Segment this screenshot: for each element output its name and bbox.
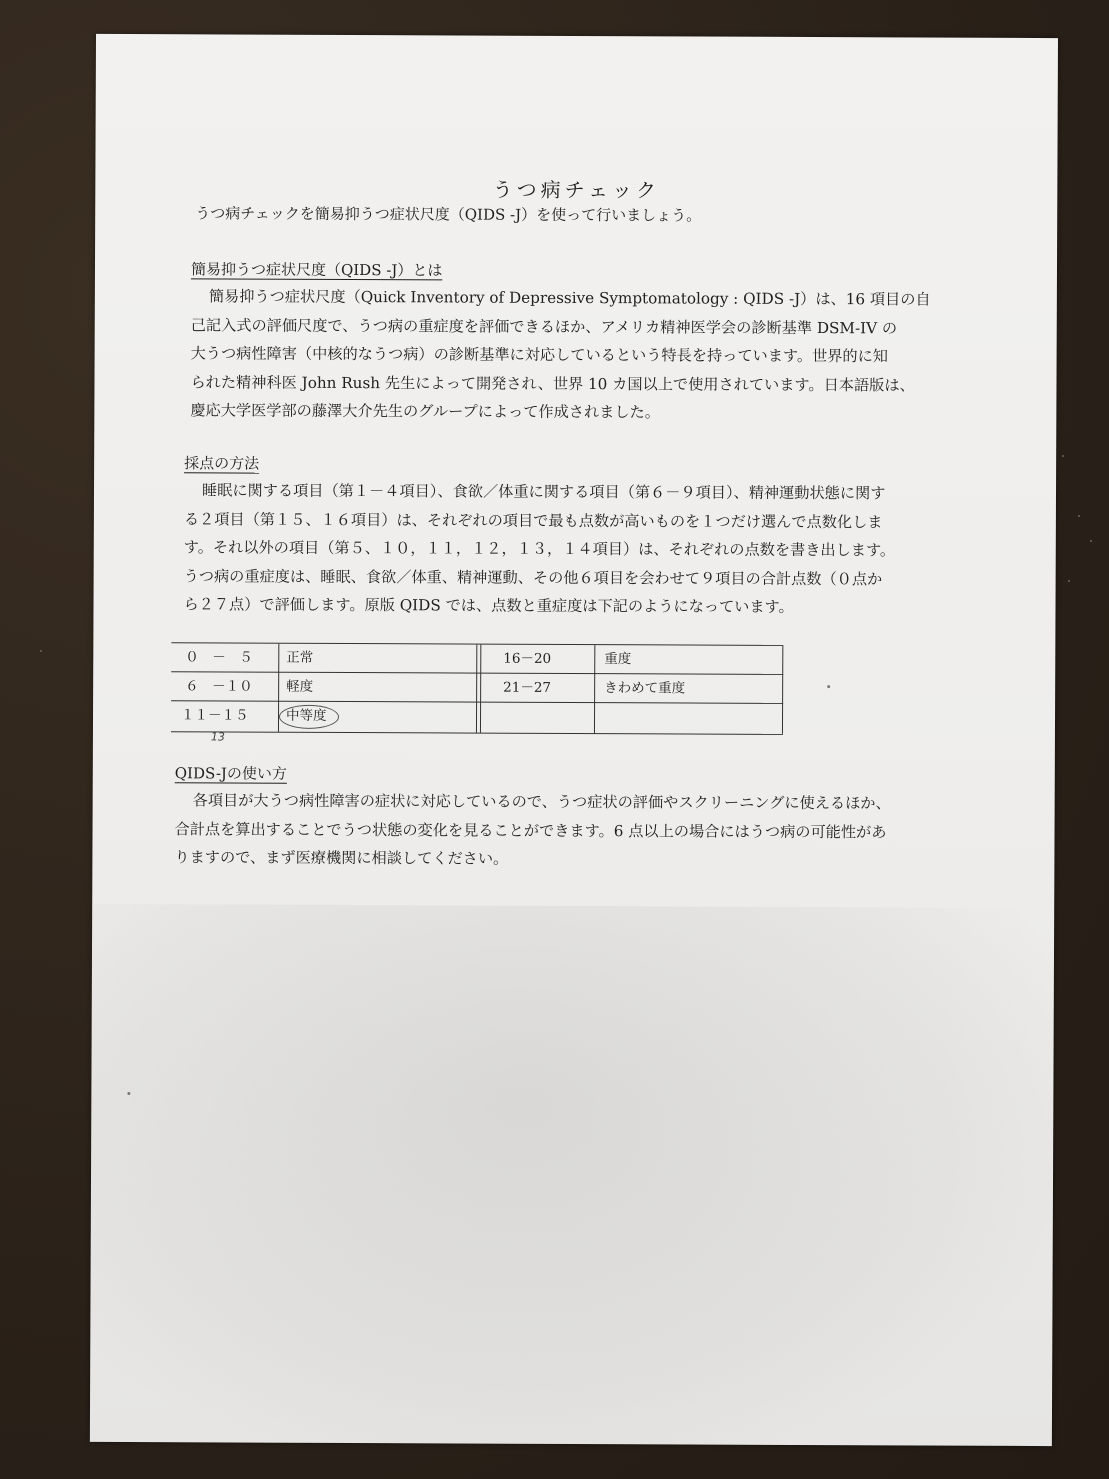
- paragraph-line: 睡眠に関する項目（第１－４項目）、食欲／体重に関する項目（第６－９項目）、精神運動状態に関す: [201, 481, 886, 503]
- section-heading-usage: QIDS-Jの使い方: [174, 764, 287, 783]
- severity-level-cell: きわめて重度: [604, 680, 686, 697]
- handwritten-circle-mark: [279, 705, 339, 729]
- surface-speck: [1090, 540, 1092, 542]
- paragraph-line: られた精神科医 John Rush 先生によって開発され、世界 10 カ国以上で使用されています。日本語版は、: [190, 372, 915, 394]
- paragraph-line: うつ病の重症度は、睡眠、食欲／体重、精神運動、その他６項目を会わせて９項目の合計点数（０点か: [183, 566, 883, 588]
- paragraph-line: 簡易抑うつ症状尺度（Quick Inventory of Depressive Symptomatology : QIDS -J）は、16 項目の自: [208, 287, 931, 309]
- paragraph-line: りますので、まず医療機関に相談してください。: [174, 848, 509, 868]
- table-divider: [782, 646, 783, 734]
- section-heading-scoring: 採点の方法: [184, 454, 260, 473]
- section-body-scoring: [183, 476, 895, 622]
- paragraph-line: 合計点を算出することでうつ状態の変化を見ることができます。6 点以上の場合にはうつ病の可能性があ: [174, 819, 887, 841]
- paragraph-line: 慶応大学医学部の藤澤大介先生のグループによって作成されました。: [190, 401, 661, 422]
- score-range-cell: １１－１５: [180, 707, 249, 724]
- handwritten-score: 13: [210, 730, 225, 744]
- severity-level-cell: 重度: [604, 651, 632, 668]
- surface-speck: [1062, 455, 1064, 457]
- intro-text: うつ病チェックを簡易抑うつ症状尺度（QIDS -J）を使って行いましょう。: [195, 204, 702, 225]
- paragraph-line: 大うつ病性障害（中核的なうつ病）の診断基準に対応しているという特長を持っています。世界的に知: [190, 344, 889, 366]
- severity-level-cell: 正常: [286, 649, 314, 666]
- score-range-cell: ０ － ５: [185, 649, 253, 666]
- surface-speck: [1068, 580, 1070, 582]
- section-heading-qids-about: 簡易抑うつ症状尺度（QIDS -J）とは: [190, 260, 443, 280]
- document-page: [90, 34, 1058, 1446]
- surface-speck: [40, 650, 42, 652]
- paper-speck: [827, 685, 830, 688]
- section-body-usage: [174, 786, 890, 875]
- paragraph-line: る２項目（第１５、１６項目）は、それぞれの項目で最も点数が高いものを１つだけ選んで点数化しま: [183, 509, 883, 531]
- score-range-cell: ６ －１０: [185, 678, 253, 695]
- paragraph-line: 己記入式の評価尺度で、うつ病の重症度を評価できるほか、アメリカ精神医学会の診断基準 DSM-IV の: [190, 315, 898, 337]
- paragraph-line: す。それ以外の項目（第５、１０，１１，１２，１３，１４項目）は、それぞれの点数を書き出します。: [183, 538, 896, 560]
- paragraph-line: ら２７点）で評価します。原版 QIDS では、点数と重症度は下記のようになっています。: [183, 595, 794, 616]
- score-range-cell: 16－20: [503, 650, 552, 667]
- paragraph-line: 各項目が大うつ病性障害の症状に対応しているので、うつ症状の評価やスクリーニングに使えるほか、: [192, 791, 891, 813]
- document-title: うつ病チェック: [492, 177, 661, 203]
- severity-score-table: [171, 642, 783, 735]
- surface-speck: [1078, 515, 1080, 517]
- paper-speck: [127, 1092, 130, 1095]
- severity-level-cell: 中等度: [285, 707, 327, 724]
- score-range-cell: 21－27: [503, 679, 552, 696]
- severity-level-cell: 軽度: [286, 678, 314, 695]
- section-body-qids-about: [190, 282, 930, 428]
- shadow-overlay: [90, 904, 1058, 1446]
